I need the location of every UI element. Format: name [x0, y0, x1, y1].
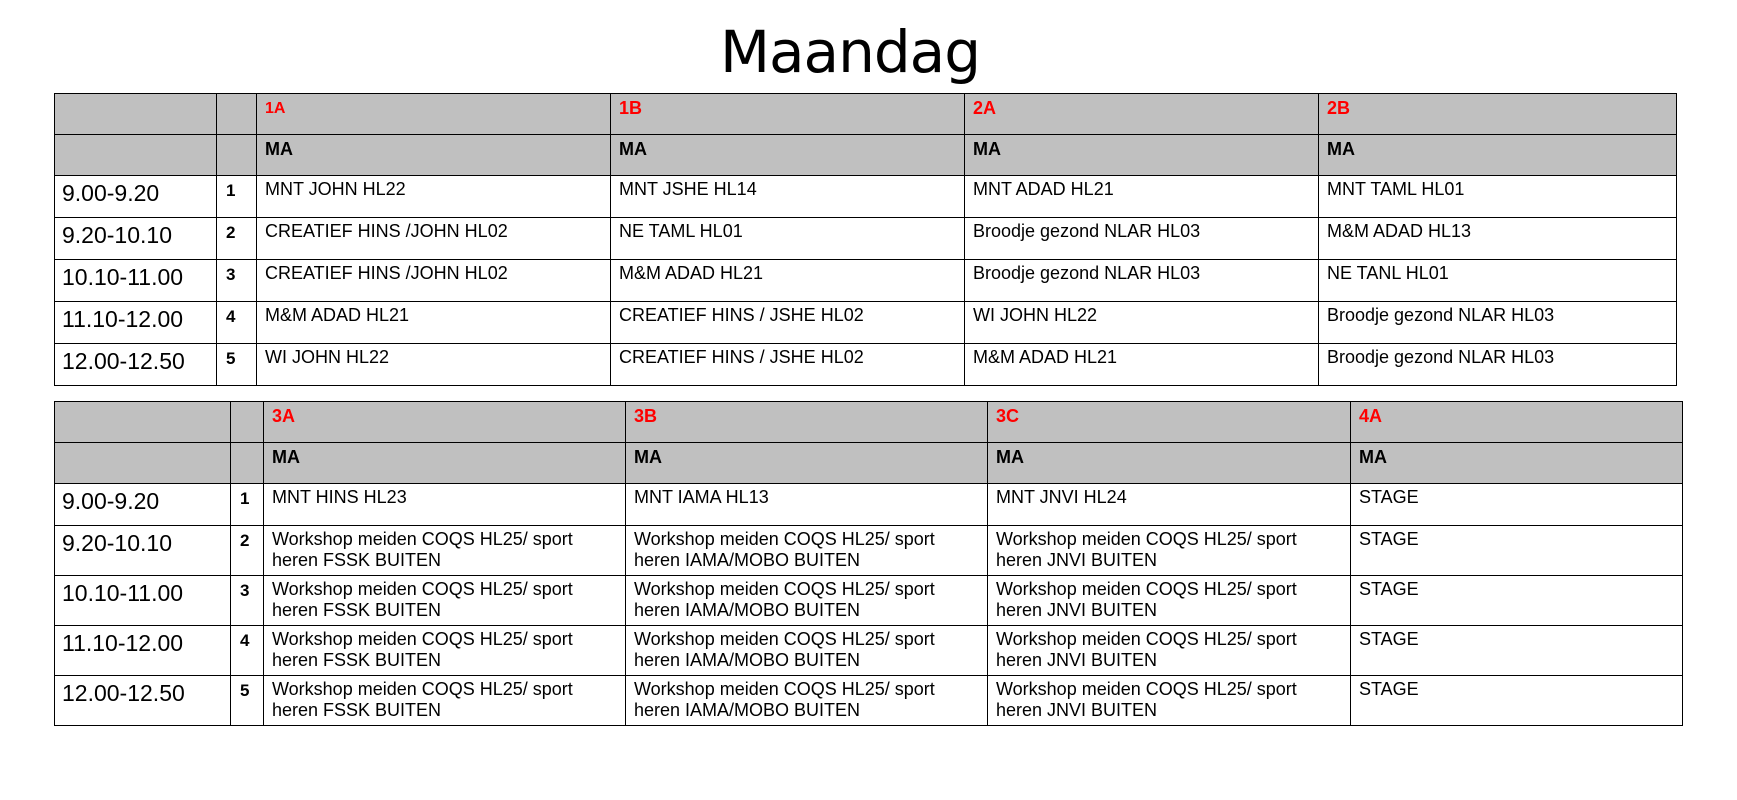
lesson-cell: STAGE	[1351, 484, 1683, 526]
table-row	[55, 626, 1683, 676]
table-row	[55, 526, 1683, 576]
table-row	[55, 302, 1677, 344]
subject-label: MA	[626, 443, 988, 484]
lesson-cell: Broodje gezond NLAR HL03	[1319, 344, 1677, 386]
lesson-cell: Workshop meiden COQS HL25/ sport heren JNVI BUITEN	[988, 526, 1351, 576]
lesson-cell: STAGE	[1351, 676, 1683, 726]
lesson-cell: Workshop meiden COQS HL25/ sport heren JNVI BUITEN	[988, 576, 1351, 626]
subject-label: MA	[264, 443, 626, 484]
period-number: 1	[217, 176, 257, 218]
lesson-cell: WI JOHN HL22	[965, 302, 1319, 344]
lesson-cell: STAGE	[1351, 626, 1683, 676]
empty-header-cell	[217, 94, 257, 135]
lesson-cell: Workshop meiden COQS HL25/ sport heren FSSK BUITEN	[264, 676, 626, 726]
class-label: 4A	[1351, 402, 1683, 443]
time-slot: 11.10-12.00	[55, 302, 217, 344]
class-label: 3B	[626, 402, 988, 443]
lesson-cell: Workshop meiden COQS HL25/ sport heren FSSK BUITEN	[264, 526, 626, 576]
lesson-cell: MNT ADAD HL21	[965, 176, 1319, 218]
table-row	[55, 484, 1683, 526]
lesson-cell: MNT HINS HL23	[264, 484, 626, 526]
lesson-cell: MNT JSHE HL14	[611, 176, 965, 218]
time-slot: 11.10-12.00	[55, 626, 231, 676]
lesson-cell: Broodje gezond NLAR HL03	[965, 218, 1319, 260]
lesson-cell: Broodje gezond NLAR HL03	[965, 260, 1319, 302]
period-number: 4	[217, 302, 257, 344]
time-slot: 9.00-9.20	[55, 176, 217, 218]
lesson-cell: WI JOHN HL22	[257, 344, 611, 386]
period-number: 3	[217, 260, 257, 302]
subject-label: MA	[965, 135, 1319, 176]
class-header-row	[55, 94, 1677, 135]
empty-header-cell	[231, 443, 264, 484]
empty-header-cell	[55, 135, 217, 176]
subject-header-row	[55, 135, 1677, 176]
period-number: 2	[231, 526, 264, 576]
lesson-cell: NE TANL HL01	[1319, 260, 1677, 302]
table-row	[55, 344, 1677, 386]
empty-header-cell	[55, 443, 231, 484]
lesson-cell: MNT JOHN HL22	[257, 176, 611, 218]
lesson-cell: M&M ADAD HL21	[611, 260, 965, 302]
time-slot: 9.00-9.20	[55, 484, 231, 526]
lesson-cell: MNT IAMA HL13	[626, 484, 988, 526]
period-number: 2	[217, 218, 257, 260]
lesson-cell: M&M ADAD HL21	[965, 344, 1319, 386]
class-label: 3C	[988, 402, 1351, 443]
lesson-cell: STAGE	[1351, 526, 1683, 576]
lesson-cell: Workshop meiden COQS HL25/ sport heren JNVI BUITEN	[988, 626, 1351, 676]
period-number: 1	[231, 484, 264, 526]
period-number: 4	[231, 626, 264, 676]
lesson-cell: CREATIEF HINS /JOHN HL02	[257, 218, 611, 260]
table-row	[55, 176, 1677, 218]
table-row	[55, 676, 1683, 726]
subject-header-row	[55, 443, 1683, 484]
subject-label: MA	[988, 443, 1351, 484]
lesson-cell: STAGE	[1351, 576, 1683, 626]
class-label: 2A	[965, 94, 1319, 135]
class-label: 2B	[1319, 94, 1677, 135]
subject-label: MA	[1351, 443, 1683, 484]
lesson-cell: Workshop meiden COQS HL25/ sport heren IAMA/MOBO BUITEN	[626, 526, 988, 576]
lesson-cell: Workshop meiden COQS HL25/ sport heren JNVI BUITEN	[988, 676, 1351, 726]
lesson-cell: MNT TAML HL01	[1319, 176, 1677, 218]
lesson-cell: CREATIEF HINS /JOHN HL02	[257, 260, 611, 302]
period-number: 5	[217, 344, 257, 386]
table-row	[55, 260, 1677, 302]
lesson-cell: Broodje gezond NLAR HL03	[1319, 302, 1677, 344]
subject-label: MA	[257, 135, 611, 176]
lesson-cell: CREATIEF HINS / JSHE HL02	[611, 344, 965, 386]
time-slot: 10.10-11.00	[55, 260, 217, 302]
lesson-cell: M&M ADAD HL21	[257, 302, 611, 344]
class-label: 1A	[257, 94, 611, 135]
subject-label: MA	[611, 135, 965, 176]
period-number: 5	[231, 676, 264, 726]
empty-header-cell	[231, 402, 264, 443]
subject-label: MA	[1319, 135, 1677, 176]
lesson-cell: M&M ADAD HL13	[1319, 218, 1677, 260]
time-slot: 12.00-12.50	[55, 344, 217, 386]
empty-header-cell	[55, 94, 217, 135]
period-number: 3	[231, 576, 264, 626]
schedule-table-2	[54, 401, 1683, 726]
time-slot: 9.20-10.10	[55, 218, 217, 260]
lesson-cell: Workshop meiden COQS HL25/ sport heren FSSK BUITEN	[264, 576, 626, 626]
lesson-cell: Workshop meiden COQS HL25/ sport heren IAMA/MOBO BUITEN	[626, 626, 988, 676]
time-slot: 12.00-12.50	[55, 676, 231, 726]
lesson-cell: CREATIEF HINS / JSHE HL02	[611, 302, 965, 344]
page-title: Maandag	[719, 18, 981, 86]
table-row	[55, 576, 1683, 626]
lesson-cell: Workshop meiden COQS HL25/ sport heren IAMA/MOBO BUITEN	[626, 576, 988, 626]
empty-header-cell	[55, 402, 231, 443]
class-header-row	[55, 402, 1683, 443]
time-slot: 10.10-11.00	[55, 576, 231, 626]
class-label: 3A	[264, 402, 626, 443]
time-slot: 9.20-10.10	[55, 526, 231, 576]
lesson-cell: Workshop meiden COQS HL25/ sport heren FSSK BUITEN	[264, 626, 626, 676]
lesson-cell: Workshop meiden COQS HL25/ sport heren IAMA/MOBO BUITEN	[626, 676, 988, 726]
empty-header-cell	[217, 135, 257, 176]
table-row	[55, 218, 1677, 260]
class-label: 1B	[611, 94, 965, 135]
schedule-table-1	[54, 93, 1677, 386]
lesson-cell: NE TAML HL01	[611, 218, 965, 260]
lesson-cell: MNT JNVI HL24	[988, 484, 1351, 526]
